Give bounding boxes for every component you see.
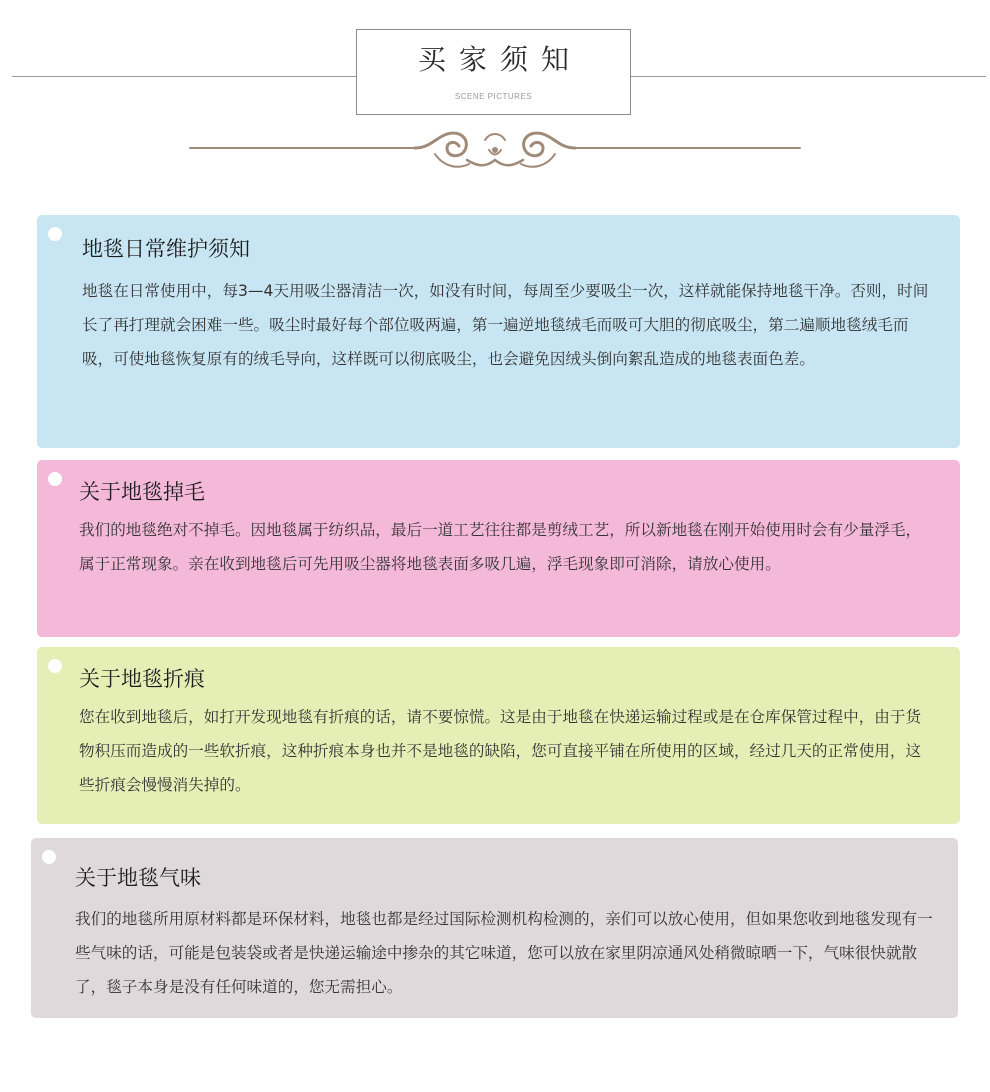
- page-subtitle: SCENE PICTURES: [454, 92, 533, 101]
- section-body: 我们的地毯绝对不掉毛。因地毯属于纺织品，最后一道工艺往往都是剪绒工艺，所以新地毯在刚开始使用时会有少量浮毛，属于正常现象。亲在收到地毯后可先用吸尘器将地毯表面多吸几遍，浮毛现象即可消除，请放心使用。: [79, 521, 922, 573]
- bullet-dot-icon: [48, 659, 62, 673]
- header-title-box: [356, 29, 631, 115]
- section-card-shedding: [37, 460, 960, 637]
- bullet-dot-icon: [48, 472, 62, 486]
- section-card-creases: [37, 647, 960, 824]
- section-title: 关于地毯气味: [75, 866, 201, 890]
- section-body: 我们的地毯所用原材料都是环保材料，地毯也都是经过国际检测机构检测的，亲们可以放心使用，但如果您收到地毯发现有一些气味的话，可能是包装袋或者是快递运输途中掺杂的其它味道，您可以放在家里阴凉通风处稍微晾晒一下，气味很快就散了，毯子本身是没有任何味道的，您无需担心。: [75, 910, 933, 996]
- flourish-ornament-icon: [185, 120, 805, 180]
- page-title: 买家须知: [417, 43, 582, 76]
- section-body: 地毯在日常使用中，每3—4天用吸尘器清洁一次，如没有时间，每周至少要吸尘一次，这样就能保持地毯干净。否则，时间长了再打理就会困难一些。吸尘时最好每个部位吸两遍，第一遍逆地毯绒毛而吸可大胆的彻底吸尘，第二遍顺地毯绒毛而吸，可使地毯恢复原有的绒毛导向，这样既可以彻底吸尘，也会避免因绒头倒向絮乱造成的地毯表面色差。: [82, 282, 929, 368]
- section-card-odor: [31, 838, 958, 1018]
- section-title: 地毯日常维护须知: [82, 237, 250, 261]
- section-title: 关于地毯掉毛: [79, 480, 205, 504]
- section-body: 您在收到地毯后，如打开发现地毯有折痕的话，请不要惊慌。这是由于地毯在快递运输过程或是在仓库保管过程中，由于货物积压而造成的一些软折痕，这种折痕本身也并不是地毯的缺陷，您可直接平铺在所使用的区域，经过几天的正常使用，这些折痕会慢慢消失掉的。: [79, 708, 922, 794]
- section-title: 关于地毯折痕: [79, 667, 205, 691]
- bullet-dot-icon: [48, 227, 62, 241]
- bullet-dot-icon: [42, 850, 56, 864]
- section-card-maintenance: [37, 215, 960, 448]
